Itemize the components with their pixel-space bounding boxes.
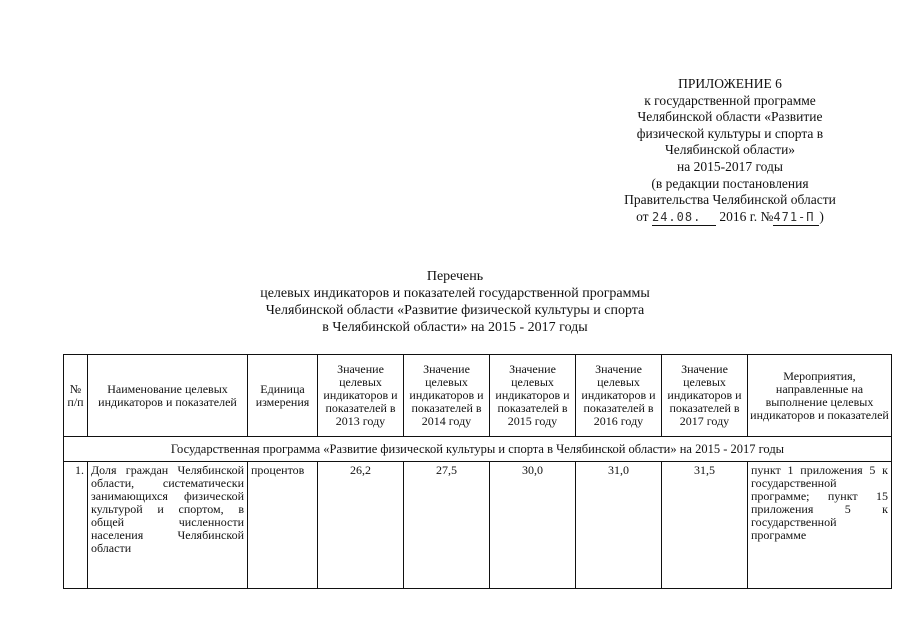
header-row	[64, 355, 892, 437]
appendix-line: Правительства Челябинской области	[624, 192, 836, 208]
header-2013: Значение целевых индикаторов и показателей в 2013 году	[318, 355, 404, 437]
header-unit: Единица измерения	[248, 355, 318, 437]
appendix-header	[590, 76, 870, 226]
appendix-line: физической культуры и спорта в	[636, 125, 824, 141]
table-row	[64, 462, 892, 589]
section-row	[64, 437, 892, 462]
row-value-2017: 31,5	[662, 462, 748, 589]
appendix-line: ПРИЛОЖЕНИЕ 6	[678, 76, 782, 91]
appendix-line: на 2015-2017 годы	[677, 158, 783, 174]
row-name: Доля граждан Челябинской области, систематически занимающихся физической культурой и спортом, в общей численности населения Челябинской области	[88, 462, 248, 589]
appendix-date-line	[590, 209, 870, 227]
header-2014: Значение целевых индикаторов и показателей в 2014 году	[404, 355, 490, 437]
title-line: целевых индикаторов и показателей государственной программы	[260, 286, 650, 301]
header-actions: Мероприятия, направленные на выполнение целевых индикаторов и показателей	[748, 355, 892, 437]
indicators-table	[63, 354, 892, 589]
appendix-line: Челябинской области «Развитие	[637, 109, 823, 125]
row-value-2016: 31,0	[576, 462, 662, 589]
date-prefix: от	[636, 208, 649, 224]
header-2017: Значение целевых индикаторов и показателей в 2017 году	[662, 355, 748, 437]
title-line: в Челябинской области» на 2015 - 2017 годы	[322, 320, 588, 335]
date-suffix: 2016 г. №	[719, 208, 774, 224]
header-2016: Значение целевых индикаторов и показателей в 2016 году	[576, 355, 662, 437]
handwritten-date: 24.08.	[652, 209, 716, 227]
header-num: № п/п	[64, 355, 88, 437]
closing-paren: )	[819, 208, 824, 224]
row-actions: пункт 1 приложения 5 к государственной программе; пункт 15 приложения 5 к государственной программе	[748, 462, 892, 589]
row-unit: процентов	[248, 462, 318, 589]
row-value-2013: 26,2	[318, 462, 404, 589]
row-value-2014: 27,5	[404, 462, 490, 589]
title-line: Перечень	[426, 269, 484, 284]
document-title	[200, 268, 710, 336]
row-value-2015: 30,0	[490, 462, 576, 589]
appendix-line: (в редакции постановления	[651, 175, 809, 191]
header-2015: Значение целевых индикаторов и показателей в 2015 году	[490, 355, 576, 437]
header-name: Наименование целевых индикаторов и показателей	[88, 355, 248, 437]
appendix-line: Челябинской области»	[664, 142, 796, 158]
section-title: Государственная программа «Развитие физической культуры и спорта в Челябинской области» на 2015 - 2017 годы	[64, 437, 892, 462]
appendix-line: к государственной программе	[644, 92, 816, 108]
title-line: Челябинской области «Развитие физической культуры и спорта	[265, 303, 645, 318]
row-num: 1.	[64, 462, 88, 589]
handwritten-number: 471-П	[773, 209, 819, 227]
